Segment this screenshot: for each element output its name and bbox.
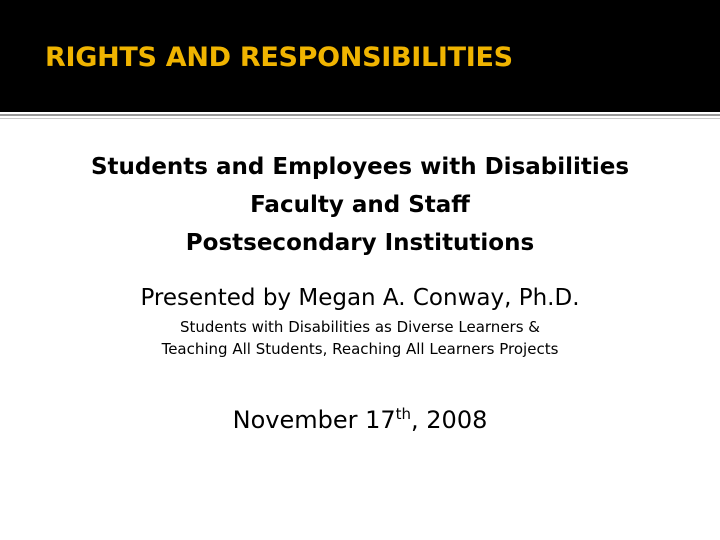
title-bar	[0, 0, 720, 112]
headline-line-2: Faculty and Staff	[250, 192, 470, 218]
title-divider	[0, 114, 720, 116]
date-prefix: November 17	[232, 406, 396, 434]
presentation-date	[0, 404, 720, 436]
headline-line-1: Students and Employees with Disabilities	[90, 154, 630, 180]
title-divider-thin	[0, 118, 720, 119]
projects-line-2: Teaching All Students, Reaching All Learners Projects	[161, 340, 559, 358]
projects-block	[0, 316, 720, 360]
presenter-line: Presented by Megan A. Conway, Ph.D.	[140, 285, 580, 311]
headline-line-3: Postsecondary Institutions	[185, 230, 535, 256]
projects-line-1: Students with Disabilities as Diverse Learners &	[179, 318, 540, 336]
slide-title: RIGHTS AND RESPONSIBILITIES	[45, 42, 513, 73]
date-suffix: , 2008	[411, 406, 488, 434]
date-ordinal: th	[395, 405, 412, 423]
slide-body	[0, 148, 720, 436]
